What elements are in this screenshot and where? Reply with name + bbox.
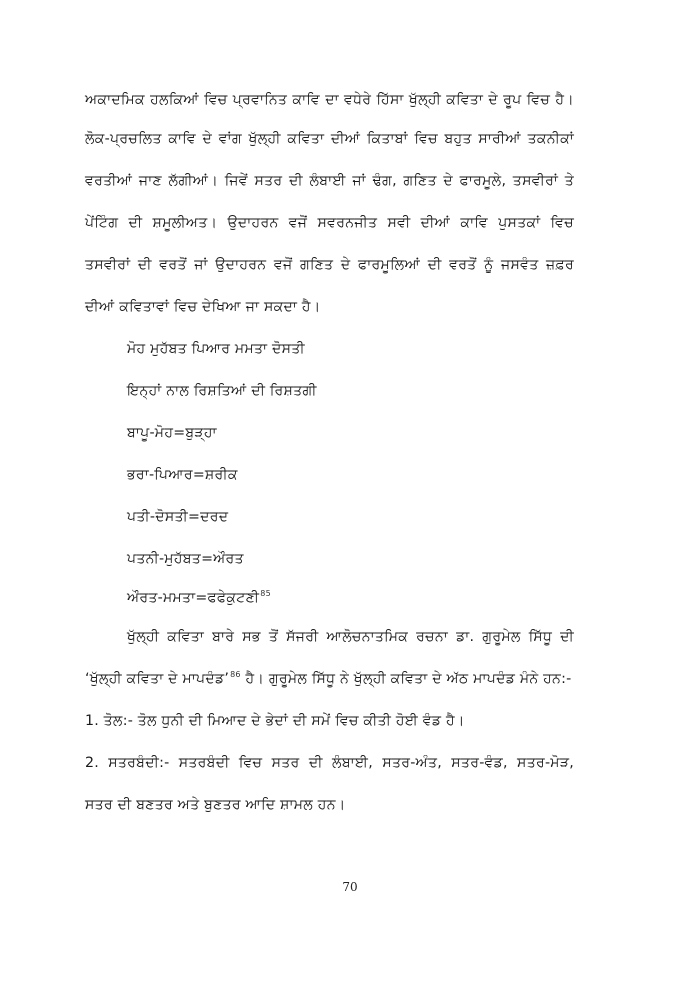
poem-line: ਪਤੀ-ਦੋਸਤੀ=ਦਰਦ xyxy=(127,509,229,525)
text-line: ਅਕਾਦਮਿਕ ਹਲਕਿਆਂ ਵਿਚ ਪ੍ਰਵਾਨਿਤ ਕਾਵਿ ਦਾ ਵਧੇਰੇ ਹਿੱਸਾ ਖੁੱਲ੍ਹੀ ਕਵਿਤਾ ਦੇ ਰੂਪ ਵਿਚ ਹੈ। xyxy=(85,92,574,108)
poem-line-last xyxy=(127,588,271,608)
text-line: ਖੁੱਲ੍ਹੀ ਕਵਿਤਾ ਬਾਰੇ ਸਭ ਤੋਂ ਸੱਜਰੀ ਆਲੋਚਨਾਤਮਿਕ ਰਚਨਾ ਡਾ. ਗੁਰੂਮੇਲ ਸਿੱਧੂ ਦੀ xyxy=(127,629,574,645)
text-span: ਹੈ। ਗੁਰੂਮੇਲ ਸਿੱਧੂ ਨੇ ਖੁੱਲ੍ਹੀ ਕਵਿਤਾ ਦੇ ਅੱਠ ਮਾਪਦੰਡ ਮੰਨੇ ਹਨ:- xyxy=(240,671,572,687)
text-line: ਪੇਂਟਿੰਗ ਦੀ ਸ਼ਮੂਲੀਅਤ। ਉਦਾਹਰਨ ਵਜੋਂ ਸਵਰਨਜੀਤ ਸਵੀ ਦੀਆਂ ਕਾਵਿ ਪੁਸਤਕਾਂ ਵਿਚ xyxy=(85,215,574,231)
text-line xyxy=(85,669,571,689)
poem-line: ਪਤਨੀ-ਮੁਹੱਬਤ=ਔਰਤ xyxy=(127,551,244,567)
book-title-quote: ‘ਖੁੱਲ੍ਹੀ ਕਵਿਤਾ ਦੇ ਮਾਪਦੰਡ’ xyxy=(85,671,230,687)
poem-line: ਇਨ੍ਹਾਂ ਨਾਲ ਰਿਸ਼ਤਿਆਂ ਦੀ ਰਿਸ਼ਤਗੀ xyxy=(127,383,317,399)
poem-line-text: ਔਰਤ-ਮਮਤਾ=ਫਫੇਕੁਟਣੀ xyxy=(127,590,260,606)
text-line: ਲੋਕ-ਪ੍ਰਚਲਿਤ ਕਾਵਿ ਦੇ ਵਾਂਗ ਖੁੱਲ੍ਹੀ ਕਵਿਤਾ ਦੀਆਂ ਕਿਤਾਬਾਂ ਵਿਚ ਬਹੁਤ ਸਾਰੀਆਂ ਤਕਨੀਕਾਂ xyxy=(85,131,574,147)
criteria-item-1: 1. ਤੋਲ:- ਤੋਲ ਧੁਨੀ ਦੀ ਮਿਆਦ ਦੇ ਭੇਦਾਂ ਦੀ ਸਮੇਂ ਵਿਚ ਕੀਤੀ ਹੋਈ ਵੰਡ ਹੈ। xyxy=(85,713,465,729)
poem-line: ਬਾਪੂ-ਮੋਹ=ਬੁੜ੍ਹਾ xyxy=(127,425,217,441)
text-line: ਤਸਵੀਰਾਂ ਦੀ ਵਰਤੋਂ ਜਾਂ ਉਦਾਹਰਨ ਵਜੋਂ ਗਣਿਤ ਦੇ ਫਾਰਮੂਲਿਆਂ ਦੀ ਵਰਤੋਂ ਨੂੰ ਜਸਵੰਤ ਜ਼ਫ਼ਰ xyxy=(85,257,574,273)
text-line: ਦੀਆਂ ਕਵਿਤਾਵਾਂ ਵਿਚ ਦੇਖਿਆ ਜਾ ਸਕਦਾ ਹੈ। xyxy=(85,299,321,315)
criteria-item-2-continued: ਸਤਰ ਦੀ ਬਣਤਰ ਅਤੇ ਬੁਣਤਰ ਆਦਿ ਸ਼ਾਮਲ ਹਨ। xyxy=(85,797,346,813)
footnote-ref-85[interactable]: 85 xyxy=(260,589,271,598)
poem-line: ਭਰਾ-ਪਿਆਰ=ਸ਼ਰੀਕ xyxy=(127,467,238,483)
criteria-item-2: 2. ਸਤਰਬੰਦੀ:- ਸਤਰਬੰਦੀ ਵਿਚ ਸਤਰ ਦੀ ਲੰਬਾਈ, ਸਤਰ-ਅੰਤ, ਸਤਰ-ਵੰਡ, ਸਤਰ-ਮੋੜ, xyxy=(85,755,574,771)
page-number: 70 xyxy=(342,880,358,894)
poem-line: ਮੋਹ ਮੁਹੱਬਤ ਪਿਆਰ ਮਮਤਾ ਦੋਸਤੀ xyxy=(127,341,305,357)
footnote-ref-86[interactable]: 86 xyxy=(230,670,241,679)
text-line: ਵਰਤੀਆਂ ਜਾਣ ਲੱਗੀਆਂ। ਜਿਵੇਂ ਸਤਰ ਦੀ ਲੰਬਾਈ ਜਾਂ ਢੰਗ, ਗਣਿਤ ਦੇ ਫਾਰਮੂਲੇ, ਤਸਵੀਰਾਂ ਤੇ xyxy=(85,173,574,189)
